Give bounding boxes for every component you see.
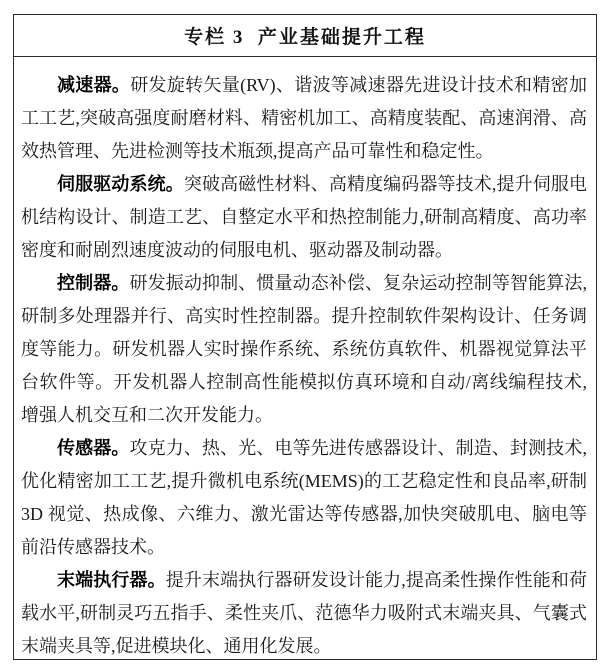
paragraph-text: 攻克力、热、光、电等先进传感器设计、制造、封测技术,优化精密加工工艺,提升微机电系统(MEMS)的工艺稳定性和良品率,研制 3D 视觉、热成像、六维力、激光雷达等传感器,加快突破肌电、脑电等前沿传感器技术。 — [21, 438, 587, 557]
paragraph-text: 研发旋转矢量(RV)、谐波等减速器先进设计技术和精密加工工艺,突破高强度耐磨材料、精密机加工、高精度装配、高速润滑、高效热管理、先进检测等技术瓶颈,提高产品可靠性和稳定性。 — [21, 75, 587, 161]
paragraph — [21, 564, 587, 663]
paragraph-lead: 传感器。 — [57, 438, 130, 458]
paragraph — [21, 168, 587, 267]
paragraph-lead: 伺服驱动系统。 — [57, 174, 184, 194]
paragraph-text: 研发振动抑制、惯量动态补偿、复杂运动控制等智能算法,研制多处理器并行、高实时性控制器。提升控制软件架构设计、任务调度等能力。研发机器人实时操作系统、系统仿真软件、机器视觉算法平台软件等。开发机器人控制高性能模拟仿真环境和自动/离线编程技术,增强人机交互和二次开发能力。 — [21, 273, 587, 425]
paragraph-text: 突破高磁性材料、高精度编码器等技术,提升伺服电机结构设计、制造工艺、自整定水平和热控制能力,研制高精度、高功率密度和耐剧烈速度波动的伺服电机、驱动器及制动器。 — [21, 174, 588, 260]
box-title: 专栏 3 产业基础提升工程 — [14, 15, 596, 57]
paragraph-lead: 减速器。 — [57, 75, 131, 95]
paragraph — [21, 432, 587, 564]
paragraph-lead: 控制器。 — [57, 273, 130, 293]
callout-box — [13, 14, 597, 660]
paragraph-lead: 末端执行器。 — [57, 570, 166, 590]
paragraph — [21, 69, 587, 168]
paragraph-text: 提升末端执行器研发设计能力,提高柔性操作性能和荷载水平,研制灵巧五指手、柔性夹爪、范德华力吸附式末端夹具、气囊式末端夹具等,促进模块化、通用化发展。 — [21, 570, 588, 656]
box-body — [14, 57, 596, 663]
paragraph — [21, 267, 587, 432]
